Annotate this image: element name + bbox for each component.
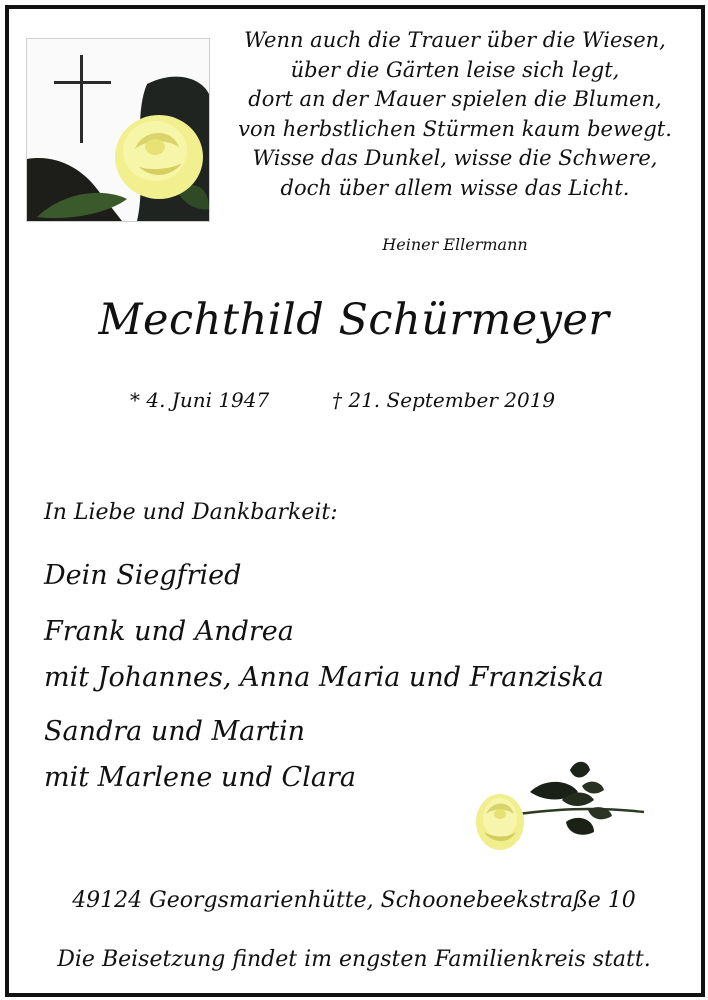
poem-line: Wenn auch die Trauer über die Wiesen,: [244, 28, 666, 52]
cross-and-rose-graphic: [27, 39, 209, 221]
cross-icon: [54, 55, 111, 143]
yellow-rose-icon: [470, 752, 650, 862]
deceased-name: Mechthild Schürmeyer: [98, 295, 610, 345]
address: 49124 Georgsmarienhütte, Schoonebeekstraße 10: [72, 888, 636, 913]
poem-line: doch über allem wisse das Licht.: [280, 175, 630, 200]
dedication-text: In Liebe und Dankbarkeit:: [44, 500, 338, 525]
family-member: Sandra und Martin: [44, 716, 306, 747]
poem-line: von herbstlichen Stürmen kaum bewegt.: [238, 116, 672, 141]
birth-date: * 4. Juni 1947: [130, 388, 270, 412]
poem-author: Heiner Ellermann: [382, 235, 528, 254]
death-date: † 21. September 2019: [332, 388, 556, 412]
poem-line: Wisse das Dunkel, wisse die Schwere,: [252, 146, 658, 170]
family-member: Frank und Andrea: [44, 616, 294, 647]
poem: [222, 26, 688, 203]
poem-line: über die Gärten leise sich legt,: [290, 57, 620, 82]
rose-decoration: [470, 752, 650, 862]
yellow-rose-icon: [115, 115, 203, 199]
family-member: Dein Siegfried: [44, 560, 242, 591]
cross-and-rose-photo: [26, 38, 210, 222]
family-member: mit Johannes, Anna Maria und Franziska: [44, 662, 604, 693]
family-member: mit Marlene und Clara: [44, 762, 356, 793]
poem-line: dort an der Mauer spielen die Blumen,: [248, 87, 662, 111]
burial-notice: Die Beisetzung findet im engsten Familienkreis statt.: [57, 947, 651, 972]
